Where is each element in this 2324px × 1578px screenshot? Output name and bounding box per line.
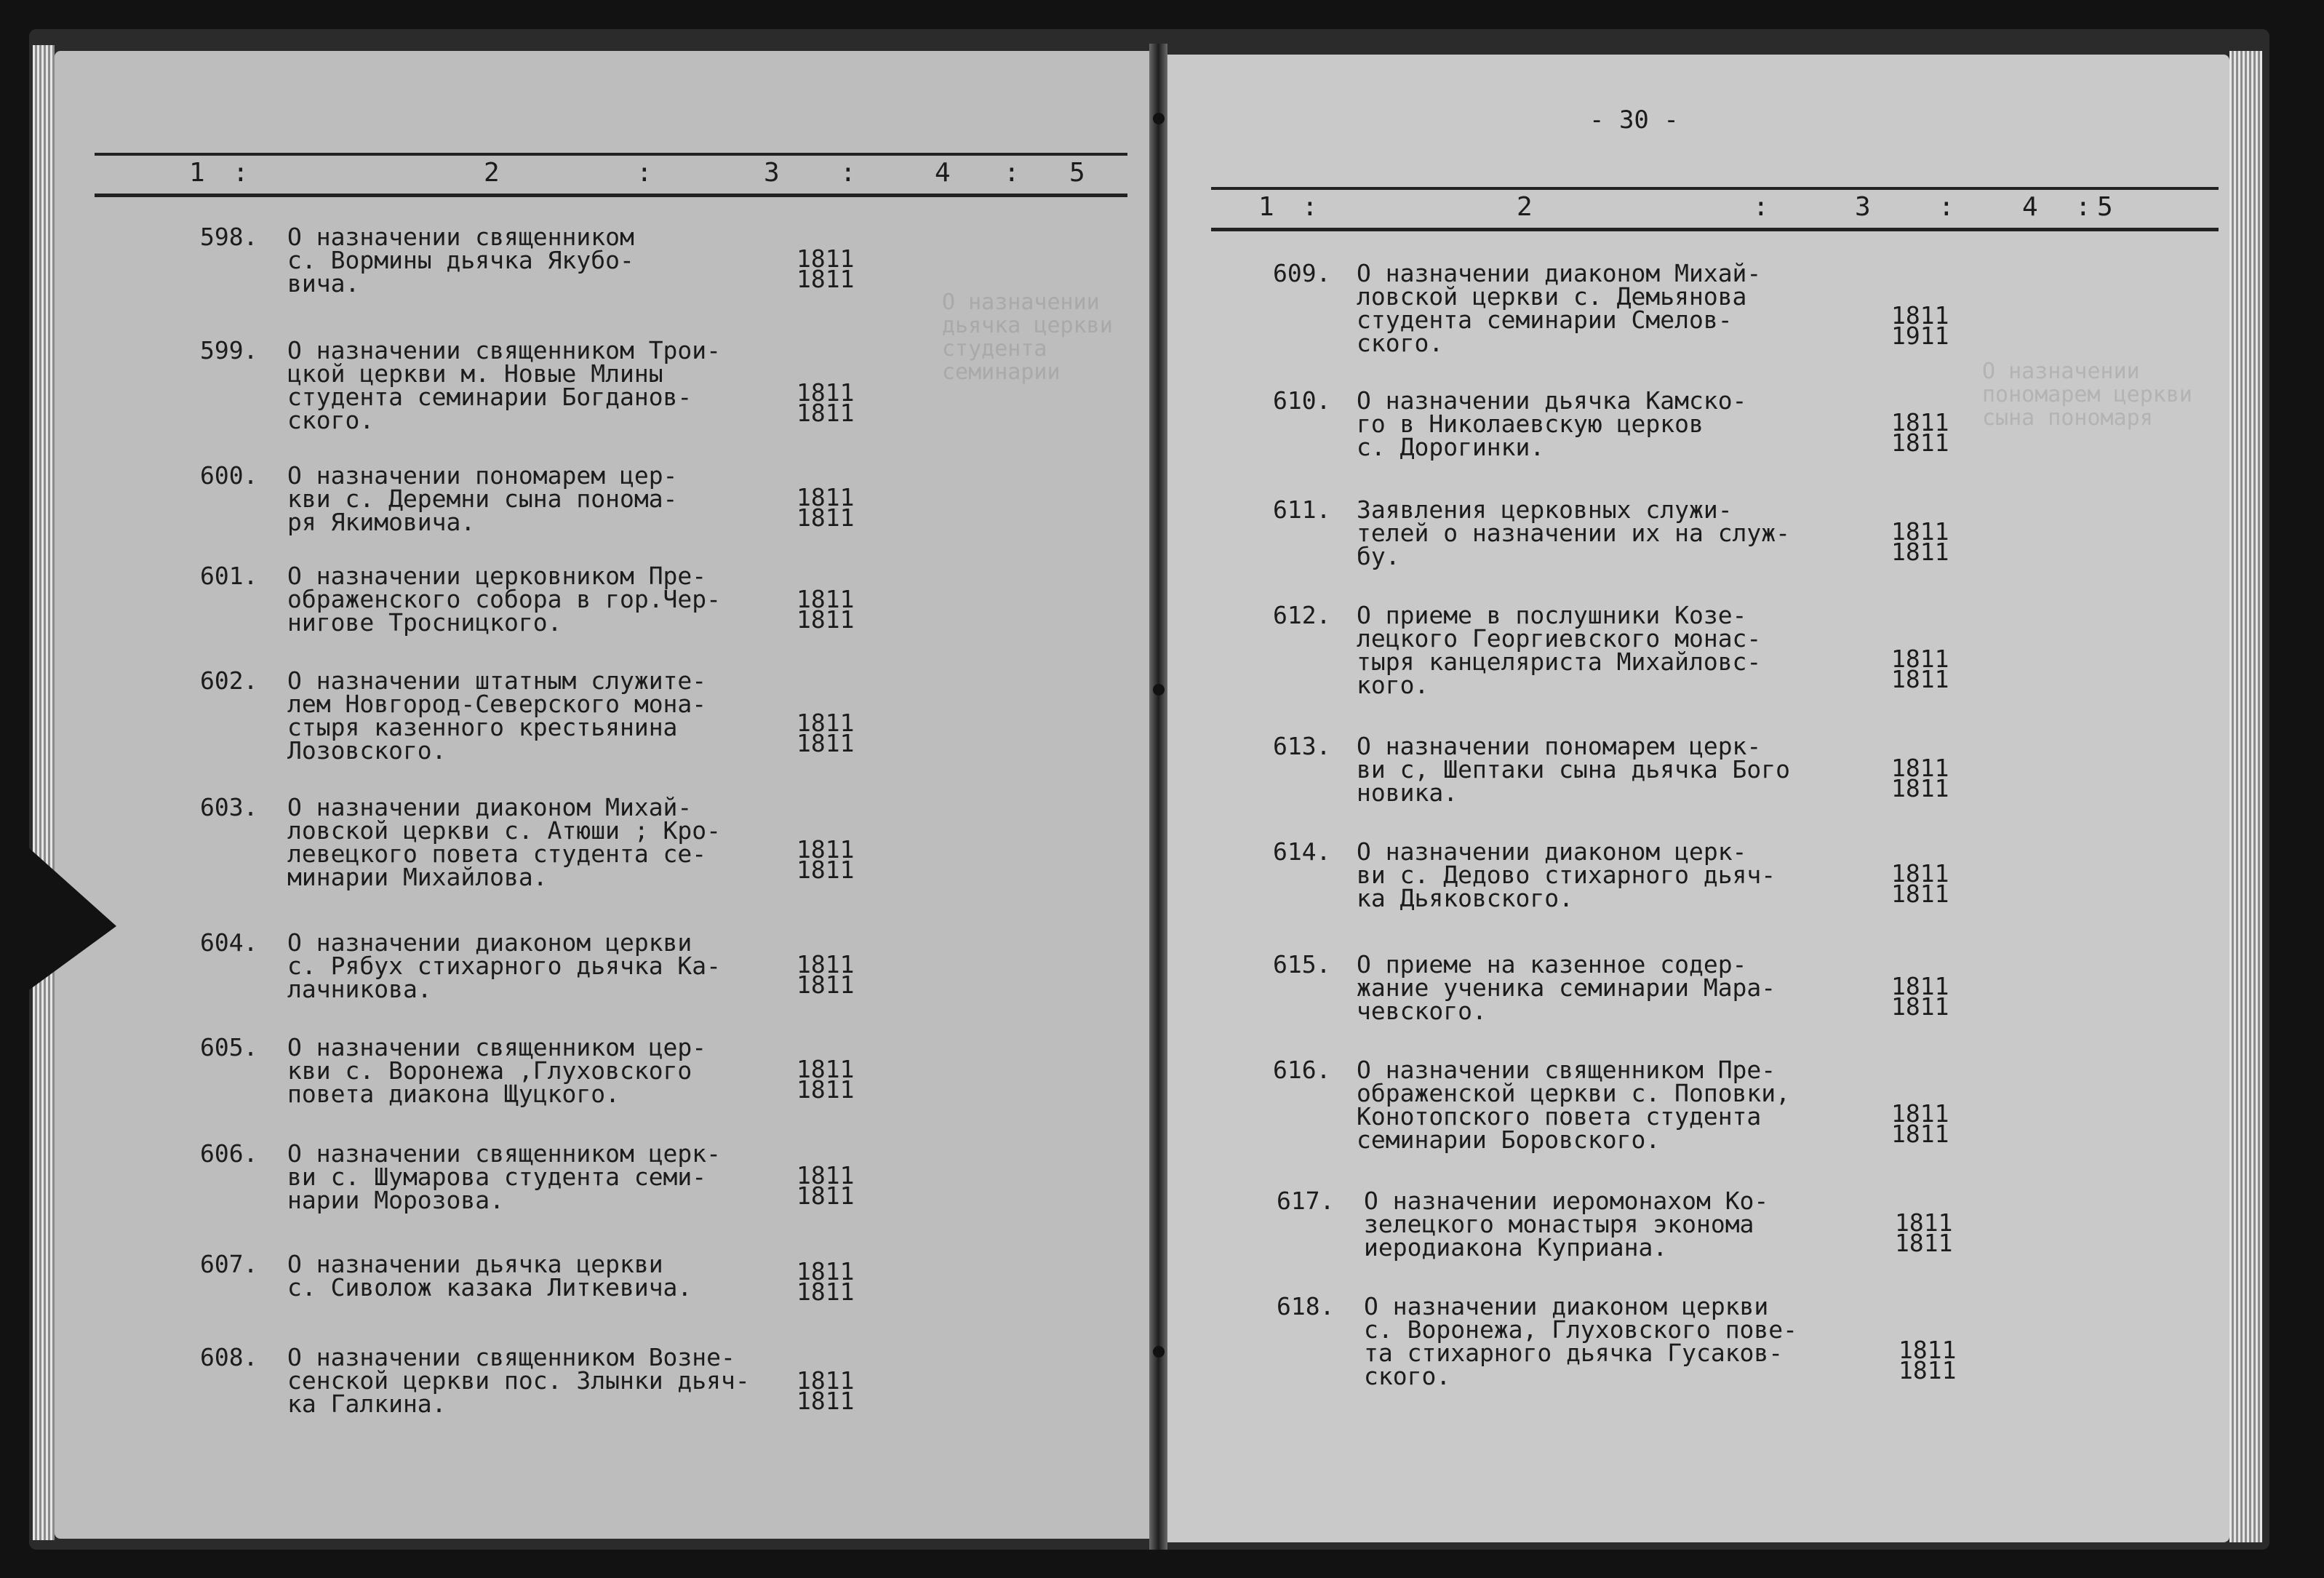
column-separator: :	[1004, 158, 1020, 188]
entry-year-start: 1811	[1891, 301, 1949, 330]
column-header-4: 4	[2022, 192, 2038, 222]
right-page	[1167, 55, 2229, 1542]
entry-number: 598.	[200, 223, 258, 251]
entry-text-line: О назначении священником	[287, 223, 634, 251]
entry-text-line: О приеме в послушники Козе-	[1357, 601, 1747, 629]
entry-text-line: студента семинарии Смелов-	[1357, 306, 1733, 334]
entry-text-line: с. Воронежа, Глуховского пове-	[1364, 1315, 1798, 1344]
header-rule-top	[95, 153, 1127, 156]
entry-text-line: О назначении священником Пре-	[1357, 1056, 1776, 1084]
entry-text-line: ского.	[287, 406, 375, 434]
entry-year-start: 1811	[1891, 408, 1949, 437]
entry-number: 610.	[1273, 386, 1331, 415]
entry-year-start: 1811	[796, 585, 855, 613]
entry-year-end: 1811	[796, 1387, 855, 1415]
entry-number: 603.	[200, 793, 258, 821]
entry-text-line: с. Вормины дьячка Якубо-	[287, 246, 634, 274]
binding-hole	[1153, 1346, 1165, 1358]
entry-number: 618.	[1277, 1292, 1335, 1320]
left-page-edge	[33, 45, 55, 1540]
entry-text-line: лачникова.	[287, 975, 432, 1003]
entry-text-line: Конотопского повета студента	[1357, 1102, 1762, 1131]
entry-year-start: 1811	[796, 1161, 855, 1190]
entry-number: 614.	[1273, 837, 1331, 866]
column-separator: :	[1753, 192, 1769, 222]
entry-number: 612.	[1273, 601, 1331, 629]
entry-number: 608.	[200, 1343, 258, 1371]
entry-text-line: с. Сиволож казака Литкевича.	[287, 1273, 692, 1302]
column-header-5: 5	[1069, 158, 1085, 188]
column-header-3: 3	[764, 158, 780, 188]
entry-year-end: 1811	[1891, 774, 1949, 802]
entry-text-line: ского.	[1364, 1362, 1451, 1390]
entry-text-line: ка Дьяковского.	[1357, 884, 1574, 912]
left-page	[55, 51, 1149, 1539]
bleed-through-text: О назначении пономарем церкви сына пономаря	[1982, 359, 2192, 431]
entry-year-end: 1811	[796, 605, 855, 634]
entry-text-line: О назначении пономарем церк-	[1357, 732, 1762, 760]
entry-year-end: 1811	[796, 1181, 855, 1210]
entry-text-line: О назначении дьячка церкви	[287, 1250, 663, 1278]
entry-text-line: лецкого Георгиевского монас-	[1357, 624, 1762, 653]
entry-year-end: 1811	[796, 1075, 855, 1104]
entry-text-line: иеродиакона Куприана.	[1364, 1233, 1668, 1262]
entry-text-line: О назначении пономарем цер-	[287, 461, 678, 490]
header-rule-top	[1211, 187, 2219, 190]
entry-year-end: 1811	[1891, 992, 1949, 1021]
entry-year-start: 1811	[796, 483, 855, 511]
entry-number: 616.	[1273, 1056, 1331, 1084]
entry-text-line: О назначении диаконом церк-	[1357, 837, 1747, 866]
entry-number: 611.	[1273, 495, 1331, 524]
entry-text-line: О назначении диаконом церкви	[1364, 1292, 1769, 1320]
entry-text-line: нарии Морозова.	[287, 1186, 505, 1214]
entry-text-line: телей о назначении их на служ-	[1357, 519, 1791, 547]
entry-text-line: О назначении штатным служите-	[287, 666, 707, 695]
entry-year-end: 1811	[796, 503, 855, 532]
entry-text-line: лем Новгород-Северского мона-	[287, 690, 707, 718]
entry-year-start: 1811	[1891, 1099, 1949, 1128]
entry-number: 604.	[200, 928, 258, 957]
entry-text-line: ображенской церкви с. Поповки,	[1357, 1079, 1791, 1107]
entry-year-end: 1811	[1891, 880, 1949, 908]
entry-text-line: О назначении диаконом Михай-	[1357, 259, 1762, 287]
column-separator: :	[636, 158, 652, 188]
entry-year-end: 1811	[796, 729, 855, 757]
entry-number: 606.	[200, 1139, 258, 1168]
book-gutter	[1149, 44, 1167, 1550]
entry-text-line: го в Николаевскую церков	[1357, 410, 1704, 438]
entry-text-line: чевского.	[1357, 997, 1487, 1025]
entry-text-line: ря Якимовича.	[287, 508, 476, 536]
entry-text-line: бу.	[1357, 542, 1400, 570]
right-page-edge	[2229, 51, 2262, 1542]
entry-text-line: О назначении иеромонахом Ко-	[1364, 1187, 1769, 1215]
bleed-through-text: О назначении дьячка церкви студента семинарии	[942, 290, 1113, 385]
entry-text-line: ви с. Дедово стихарного дьяч-	[1357, 861, 1776, 889]
entry-number: 602.	[200, 666, 258, 695]
entry-number: 605.	[200, 1033, 258, 1061]
entry-year-end: 1811	[1891, 665, 1949, 693]
entry-number: 613.	[1273, 732, 1331, 760]
entry-number: 607.	[200, 1250, 258, 1278]
entry-year-start: 1811	[796, 835, 855, 864]
entry-text-line: О назначении священником Возне-	[287, 1343, 735, 1371]
entry-year-end: 1811	[1895, 1229, 1953, 1257]
entry-text-line: студента семинарии Богданов-	[287, 383, 692, 411]
column-header-3: 3	[1855, 192, 1871, 222]
entry-year-end: 1811	[796, 1278, 855, 1306]
entry-text-line: с. Дорогинки.	[1357, 433, 1545, 461]
entry-number: 609.	[1273, 259, 1331, 287]
entry-year-end: 1811	[796, 399, 855, 427]
column-header-4: 4	[935, 158, 951, 188]
header-rule-bottom	[1211, 228, 2219, 231]
entry-year-start: 1811	[1895, 1208, 1953, 1237]
entry-year-start: 1811	[1891, 972, 1949, 1000]
entry-text-line: О назначении дьячка Камско-	[1357, 386, 1747, 415]
entry-text-line: Заявления церковных служи-	[1357, 495, 1733, 524]
entry-number: 601.	[200, 562, 258, 590]
entry-year-start: 1811	[1891, 859, 1949, 888]
entry-text-line: кви с. Деремни сына понома-	[287, 485, 678, 513]
entry-year-start: 1811	[1891, 754, 1949, 782]
entry-number: 600.	[200, 461, 258, 490]
binding-hole	[1153, 113, 1165, 124]
entry-text-line: ловской церкви с. Демьянова	[1357, 282, 1747, 311]
entry-year-start: 1811	[1898, 1336, 1957, 1364]
entry-year-start: 1811	[1891, 645, 1949, 673]
entry-year-start: 1811	[796, 709, 855, 737]
entry-year-end: 1811	[1891, 429, 1949, 457]
entry-text-line: О назначении священником Трои-	[287, 336, 722, 364]
entry-year-end: 1811	[796, 265, 855, 293]
entry-text-line: левецкого повета студента се-	[287, 840, 707, 868]
entry-year-start: 1811	[796, 1055, 855, 1083]
entry-text-line: О назначении диаконом церкви	[287, 928, 692, 957]
entry-text-line: зелецкого монастыря эконома	[1364, 1210, 1754, 1238]
column-header-2: 2	[1517, 192, 1533, 222]
binding-hole	[1153, 684, 1165, 696]
entry-year-end: 1811	[796, 971, 855, 999]
entry-number: 615.	[1273, 950, 1331, 979]
entry-text-line: семинарии Боровского.	[1357, 1125, 1661, 1154]
entry-text-line: ви с, Шептаки сына дьячка Бого	[1357, 755, 1791, 784]
entry-text-line: сенской церкви пос. Злынки дьяч-	[287, 1366, 750, 1395]
entry-number: 599.	[200, 336, 258, 364]
column-separator: :	[840, 158, 856, 188]
entry-year-start: 1811	[796, 1366, 855, 1395]
entry-text-line: с. Рябух стихарного дьячка Ка-	[287, 952, 722, 980]
entry-text-line: вича.	[287, 269, 360, 298]
entry-year-start: 1811	[796, 950, 855, 979]
entry-year-end: 1811	[796, 856, 855, 884]
column-separator: :	[1938, 192, 1954, 222]
column-separator: :	[233, 158, 249, 188]
entry-text-line: та стихарного дьячка Гусаков-	[1364, 1339, 1784, 1367]
entry-year-start: 1811	[796, 378, 855, 407]
column-header-1: 1	[1258, 192, 1274, 222]
entry-text-line: новика.	[1357, 778, 1458, 807]
entry-text-line: ви с. Шумарова студента семи-	[287, 1163, 707, 1191]
column-separator: :	[1302, 192, 1318, 222]
column-header-1: 1	[189, 158, 205, 188]
entry-year-start: 1811	[796, 244, 855, 273]
entry-text-line: Лозовского.	[287, 736, 447, 765]
entry-year-start: 1811	[796, 1257, 855, 1286]
entry-text-line: ловской церкви с. Атюши ; Кро-	[287, 816, 722, 845]
entry-text-line: минарии Михайлова.	[287, 863, 548, 891]
entry-year-end: 1811	[1898, 1356, 1957, 1384]
page-number: - 30 -	[1589, 105, 1679, 135]
entry-text-line: ского.	[1357, 329, 1444, 357]
entry-text-line: О назначении церковником Пре-	[287, 562, 707, 590]
header-rule-bottom	[95, 194, 1127, 197]
column-header-5: 5	[2097, 192, 2113, 222]
entry-text-line: кого.	[1357, 671, 1429, 699]
column-separator: :	[2075, 192, 2091, 222]
entry-text-line: стыря казенного крестьянина	[287, 713, 678, 741]
entry-text-line: О назначении священником цер-	[287, 1033, 707, 1061]
entry-text-line: О приеме на казенное содер-	[1357, 950, 1747, 979]
entry-text-line: цкой церкви м. Новые Млины	[287, 359, 663, 388]
entry-text-line: ка Галкина.	[287, 1390, 447, 1418]
entry-year-end: 1811	[1891, 538, 1949, 566]
entry-text-line: О назначении священником церк-	[287, 1139, 722, 1168]
entry-text-line: ображенского собора в гор.Чер-	[287, 585, 722, 613]
entry-year-end: 1911	[1891, 322, 1949, 350]
entry-text-line: нигове Тросницкого.	[287, 608, 562, 637]
entry-text-line: О назначении диаконом Михай-	[287, 793, 692, 821]
entry-year-end: 1811	[1891, 1120, 1949, 1148]
entry-text-line: жание ученика семинарии Мара-	[1357, 973, 1776, 1002]
entry-year-start: 1811	[1891, 517, 1949, 546]
entry-text-line: кви с. Воронежа ,Глуховского	[287, 1056, 692, 1085]
column-header-2: 2	[484, 158, 500, 188]
entry-text-line: тыря канцеляриста Михайловс-	[1357, 647, 1762, 676]
entry-number: 617.	[1277, 1187, 1335, 1215]
entry-text-line: повета диакона Щуцкого.	[287, 1080, 620, 1108]
